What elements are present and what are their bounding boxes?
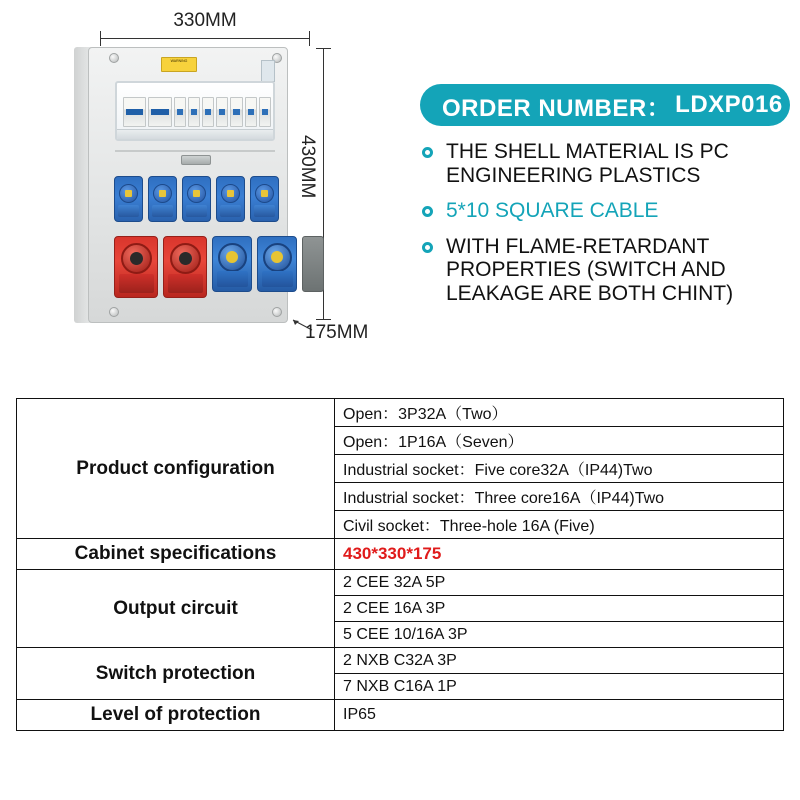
breaker-1p — [202, 97, 214, 127]
dimension-width-label: 330MM — [173, 10, 237, 31]
socket-base — [118, 205, 139, 217]
breaker-1p — [188, 97, 200, 127]
socket-face — [187, 184, 206, 203]
row-label-output-circuit: Output circuit — [17, 570, 335, 648]
civil-socket — [216, 176, 245, 222]
cell-switch-protection-1: 2 NXB C32A 3P — [335, 648, 784, 674]
cell-output-circuit-1: 2 CEE 32A 5P — [335, 570, 784, 596]
order-number-banner — [420, 84, 790, 126]
industrial-socket-red-32a — [114, 236, 158, 298]
breaker-row — [123, 97, 271, 127]
socket-base — [152, 205, 173, 217]
cell-level-of-protection: IP65 — [335, 700, 784, 731]
breaker-window-strip — [117, 129, 273, 139]
enclosure-body — [88, 47, 288, 323]
breaker-1p — [216, 97, 228, 127]
warning-label-text: WARNING — [170, 59, 188, 63]
cell-product-configuration-4: Industrial socket：Three core16A（IP44)Two — [335, 483, 784, 511]
row-label-product-configuration: Product configuration — [17, 399, 335, 539]
breaker-1p — [259, 97, 271, 127]
breaker-window — [115, 81, 275, 141]
door-latch — [181, 155, 211, 165]
socket-base — [168, 274, 203, 293]
civil-socket-row — [114, 176, 279, 222]
civil-socket — [182, 176, 211, 222]
socket-base — [262, 271, 293, 287]
bullet-dot-icon — [422, 147, 433, 158]
row-label-cabinet-specifications: Cabinet specifications — [17, 539, 335, 570]
cell-product-configuration-3: Industrial socket：Five core32A（IP44)Two — [335, 455, 784, 483]
breaker-3p — [123, 97, 146, 127]
bullet-dot-icon — [422, 242, 433, 253]
breaker-1p — [174, 97, 186, 127]
civil-socket — [148, 176, 177, 222]
feature-item-3-text: WITH FLAME-RETARDANT PROPERTIES (SWITCH AND LEAKAGE ARE BOTH CHINT) — [446, 234, 734, 305]
breaker-1p — [245, 97, 257, 127]
socket-face — [263, 243, 292, 272]
panel-divider — [115, 150, 275, 152]
product-showcase-section — [0, 0, 800, 380]
table-row — [17, 399, 784, 427]
cell-output-circuit-3: 5 CEE 10/16A 3P — [335, 622, 784, 648]
civil-socket — [114, 176, 143, 222]
table-row — [17, 570, 784, 596]
screw-icon — [109, 53, 119, 63]
warning-label-icon — [161, 57, 197, 72]
specification-table — [16, 398, 784, 731]
cell-switch-protection-2: 7 NXB C16A 1P — [335, 674, 784, 700]
socket-base — [186, 205, 207, 217]
table-row — [17, 539, 784, 570]
civil-socket — [250, 176, 279, 222]
dimension-height-label: 430MM — [297, 135, 318, 199]
side-nameplate — [261, 60, 275, 82]
breaker-3p — [148, 97, 171, 127]
socket-base — [254, 205, 275, 217]
socket-face — [153, 184, 172, 203]
screw-icon — [109, 307, 119, 317]
socket-face — [218, 243, 247, 272]
cell-output-circuit-2: 2 CEE 16A 3P — [335, 596, 784, 622]
socket-face — [255, 184, 274, 203]
breaker-1p — [230, 97, 242, 127]
feature-item-3 — [420, 235, 798, 306]
feature-item-2 — [420, 199, 798, 223]
socket-base — [220, 205, 241, 217]
socket-face — [170, 243, 201, 274]
feature-list — [420, 140, 798, 317]
feature-item-2-text: 5*10 SQUARE CABLE — [446, 199, 659, 223]
row-label-switch-protection: Switch protection — [17, 648, 335, 700]
cell-product-configuration-2: Open：1P16A（Seven） — [335, 427, 784, 455]
socket-base — [119, 274, 154, 293]
socket-face — [121, 243, 152, 274]
socket-face — [119, 184, 138, 203]
industrial-socket-row — [114, 236, 324, 298]
feature-item-1 — [420, 140, 798, 187]
industrial-socket-blue-16a — [257, 236, 297, 292]
order-number-prefix: ORDER NUMBER： — [442, 94, 672, 122]
bullet-dot-icon — [422, 206, 433, 217]
feature-item-1-text: THE SHELL MATERIAL IS PC ENGINEERING PLASTICS — [446, 140, 729, 187]
product-photo — [74, 47, 288, 323]
row-label-level-of-protection: Level of protection — [17, 700, 335, 731]
cell-cabinet-specifications: 430*330*175 — [335, 539, 784, 570]
industrial-socket-blue-16a — [212, 236, 252, 292]
dimension-width-line — [100, 38, 310, 39]
dimension-depth-label: 175MM — [305, 322, 369, 343]
screw-icon — [272, 307, 282, 317]
socket-face — [221, 184, 240, 203]
order-number-value: LDXP016 — [675, 91, 783, 118]
cable-gland-panel — [302, 236, 324, 292]
industrial-socket-red-32a — [163, 236, 207, 298]
table-row — [17, 648, 784, 674]
cell-product-configuration-5: Civil socket：Three-hole 16A (Five) — [335, 511, 784, 539]
socket-base — [217, 271, 248, 287]
cell-product-configuration-1: Open：3P32A（Two） — [335, 399, 784, 427]
table-row — [17, 700, 784, 731]
